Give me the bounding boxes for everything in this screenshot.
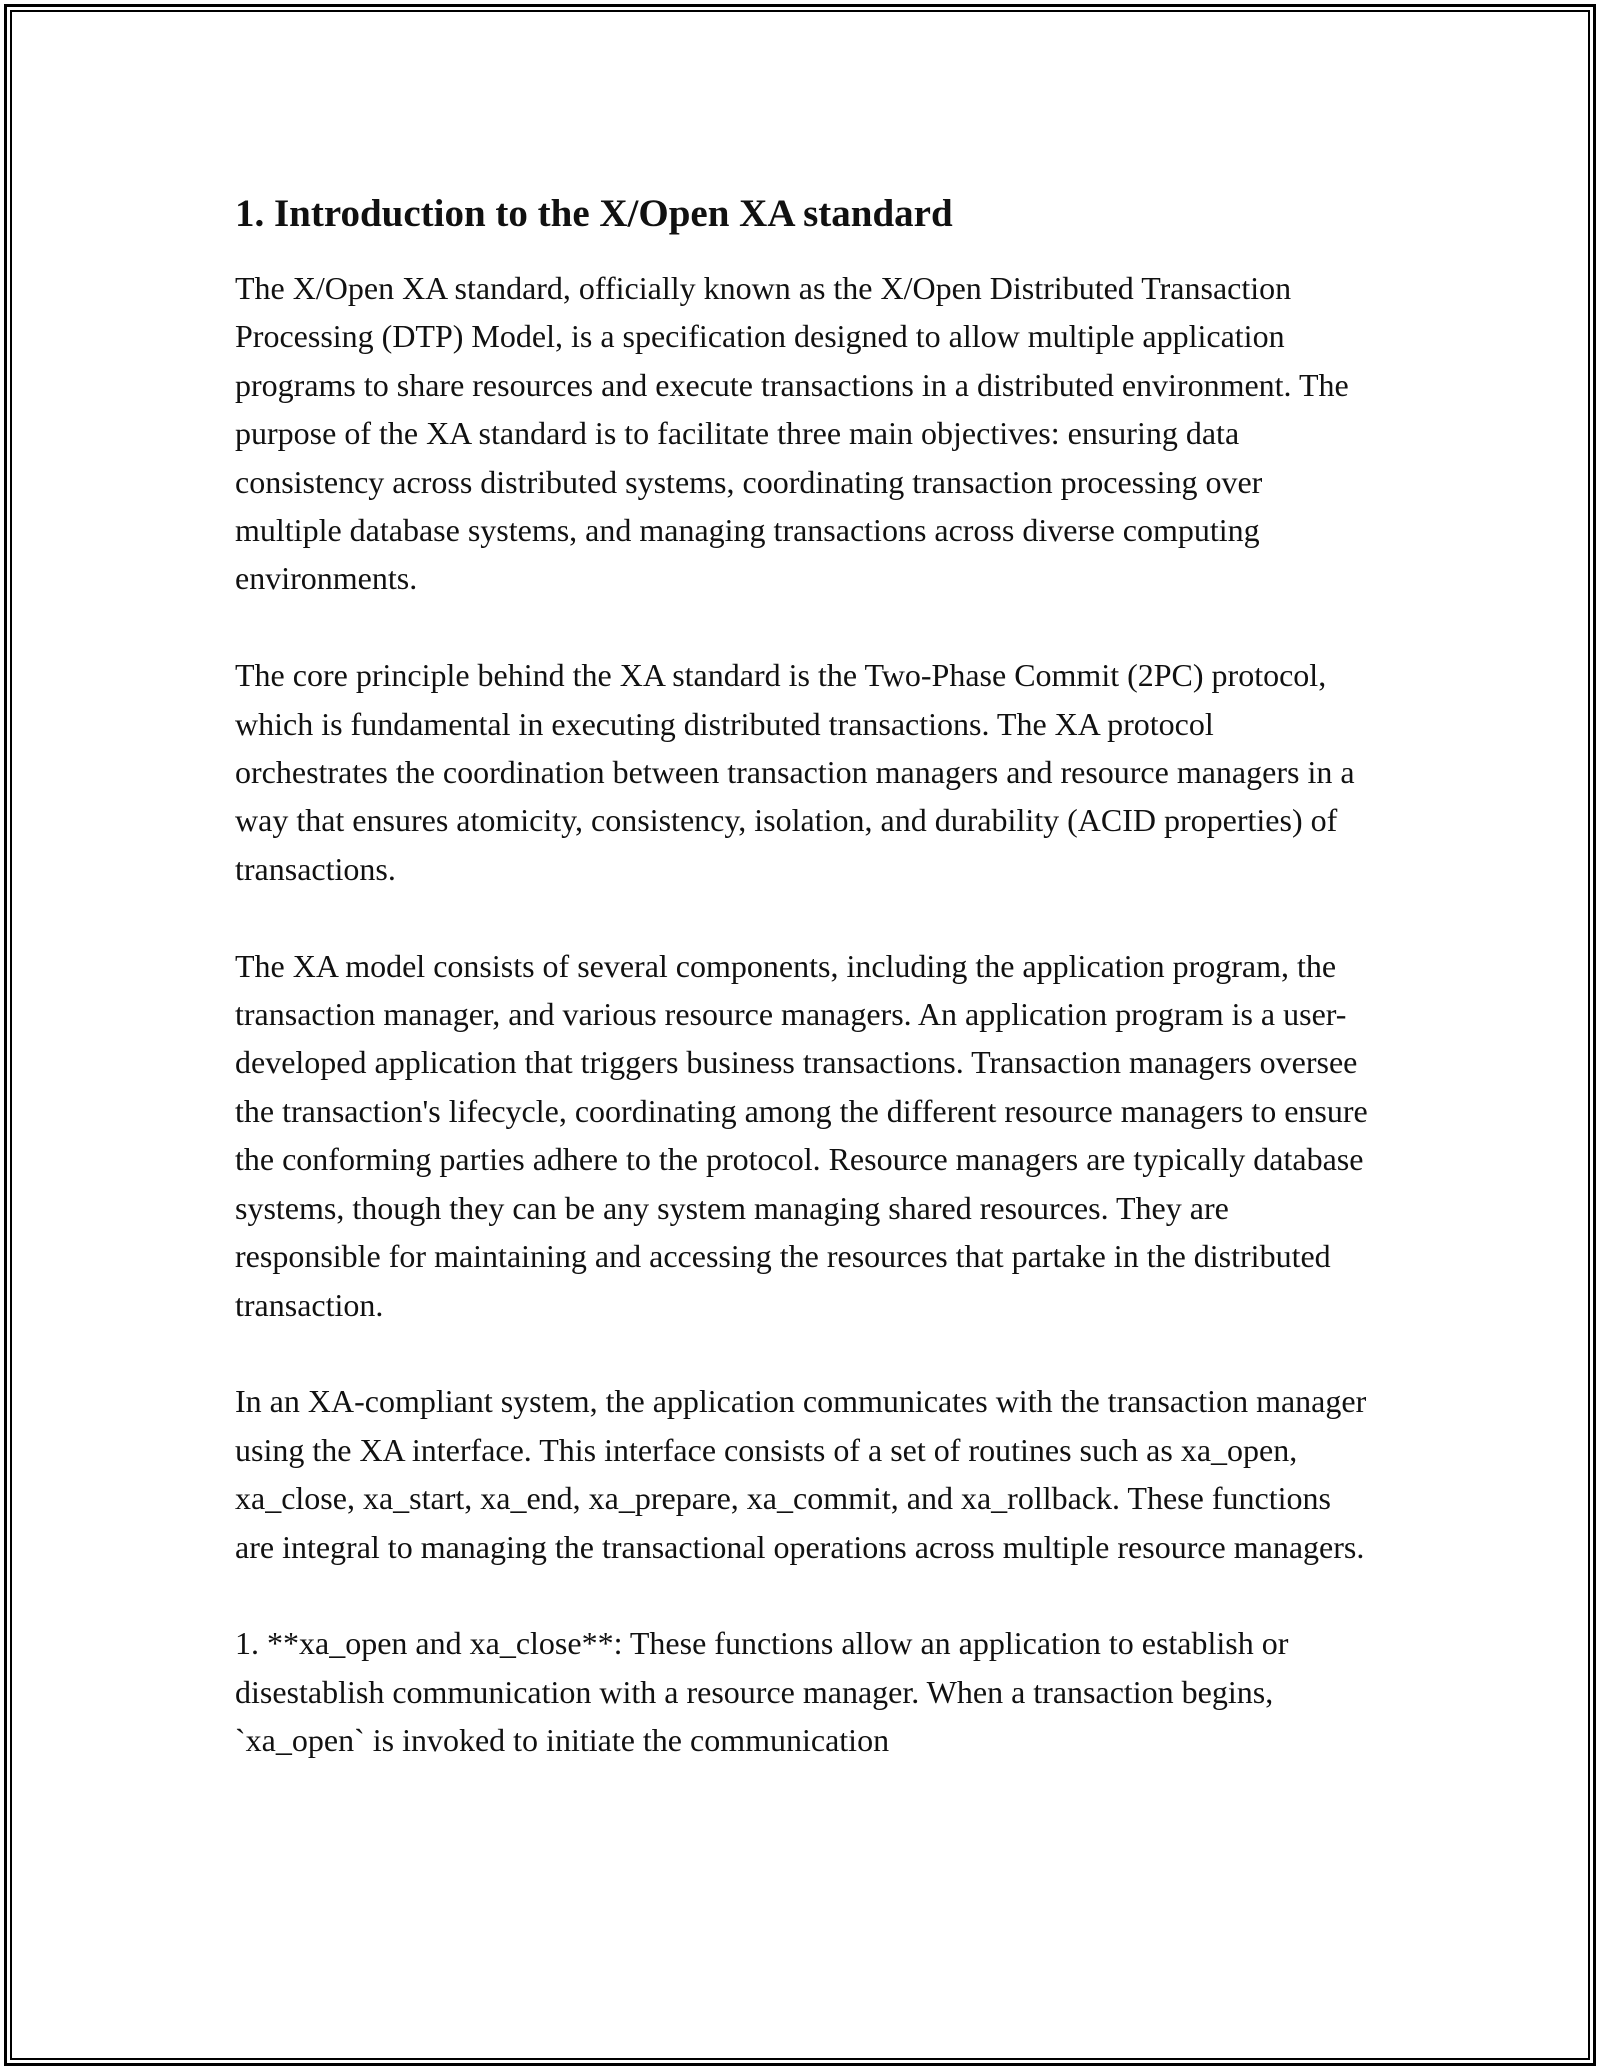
section-title: 1. Introduction to the X/Open XA standard xyxy=(235,192,953,235)
paragraph-xa-model-components: The XA model consists of several components, including the application program, the transaction manager, and various resource managers. An application program is a user-developed application that triggers business transactions. Transaction managers oversee the transaction's lifecycle, coordinating among the different resource managers to ensure the conforming parties adhere to the protocol. Resource managers are typically database systems, though they can be any system managing shared resources. They are responsible for maintaining and accessing the resources that partake in the distributed transaction. xyxy=(235,947,1368,1323)
paragraph-xa-interface: In an XA-compliant system, the application communicates with the transaction manager using the XA interface. This interface consists of a set of routines such as xa_open, xa_close, xa_start, xa_end, xa_prepare, xa_commit, and xa_rollback. These functions are integral to managing the transactional operations across multiple resource managers. xyxy=(235,1383,1367,1565)
document-body xyxy=(235,188,1370,1765)
paragraph-xa-open-close: 1. **xa_open and xa_close**: These functions allow an application to establish or disestablish communication with a resource manager. When a transaction begins, `xa_open` is invoked to initiate the communication xyxy=(235,1625,1289,1759)
paragraph-two-phase-commit: The core principle behind the XA standard is the Two-Phase Commit (2PC) protocol, which is fundamental in executing distributed transactions. The XA protocol orchestrates the coordination between transaction managers and resource managers in a way that ensures atomicity, consistency, isolation, and durability (ACID properties) of transactions. xyxy=(235,657,1355,887)
paragraph-intro: The X/Open XA standard, officially known as the X/Open Distributed Transaction Processing (DTP) Model, is a specification designed to allow multiple application programs to share resources and execute transactions in a distributed environment. The purpose of the XA standard is to facilitate three main objectives: ensuring data consistency across distributed systems, coordinating transaction processing over multiple database systems, and managing transactions across diverse computing environments. xyxy=(235,270,1349,597)
